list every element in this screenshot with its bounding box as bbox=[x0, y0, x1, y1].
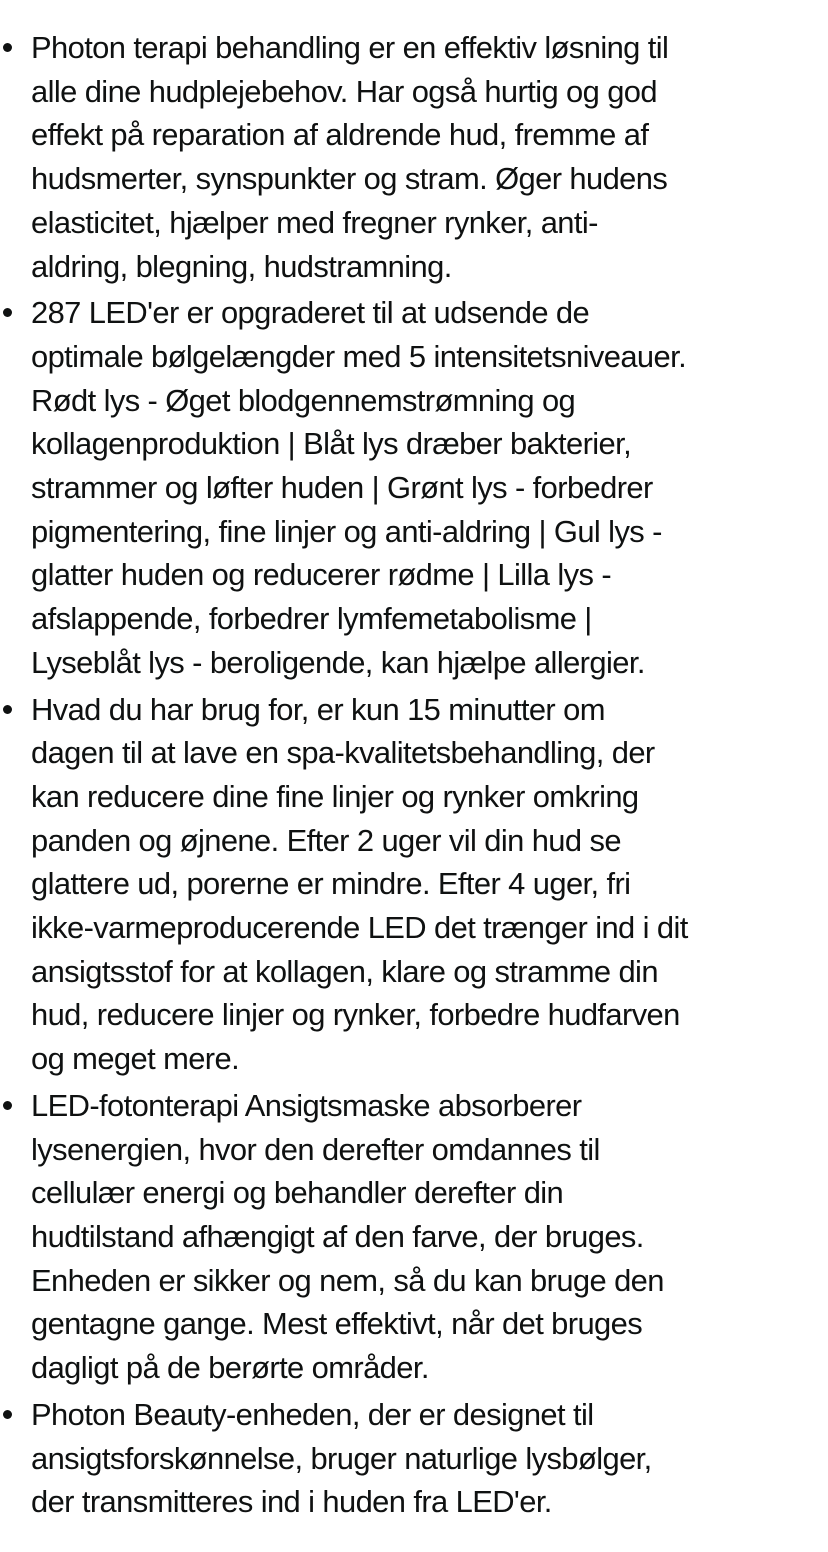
bullet-item-led-wavelengths bbox=[0, 291, 828, 684]
bullet-text-line: LED-fotonterapi Ansigtsmaske absorberer bbox=[31, 1087, 582, 1123]
bullet-text-line: hud, reducere linjer og rynker, forbedre hudfarven bbox=[31, 997, 680, 1033]
bullet-text-line: kollagenproduktion | Blåt lys dræber bakterier, bbox=[31, 426, 632, 462]
bullet-dot-icon bbox=[3, 43, 12, 52]
bullet-text-line: glattere ud, porerne er mindre. Efter 4 uger, fri bbox=[31, 866, 631, 902]
bullet-text-line: dagen til at lave en spa-kvalitetsbehandling, der bbox=[31, 735, 655, 771]
bullet-text-line: strammer og løfter huden | Grønt lys - forbedrer bbox=[31, 470, 653, 506]
bullet-dot-icon bbox=[3, 308, 12, 317]
bullet-text-line: glatter huden og reducerer rødme | Lilla lys - bbox=[31, 557, 612, 593]
bullet-text-line: effekt på reparation af aldrende hud, fremme af bbox=[31, 117, 649, 153]
bullet-item-face-mask bbox=[0, 1084, 828, 1390]
bullet-text-line: Photon terapi behandling er en effektiv løsning til bbox=[31, 30, 669, 65]
bullet-text-line: 287 LED'er er opgraderet til at udsende de bbox=[31, 295, 590, 331]
bullet-text-line: panden og øjnene. Efter 2 uger vil din hud se bbox=[31, 822, 621, 858]
bullet-text-line: og meget mere. bbox=[31, 1041, 240, 1077]
bullet-text-line: aldring, blegning, hudstramning. bbox=[31, 248, 452, 284]
bullet-dot-icon bbox=[3, 1101, 12, 1110]
bullet-text-line: Enheden er sikker og nem, så du kan bruge den bbox=[31, 1262, 664, 1298]
feature-bullet-list bbox=[0, 26, 828, 1527]
bullet-text-line: lysenergien, hvor den derefter omdannes til bbox=[31, 1131, 600, 1167]
bullet-text-line: kan reducere dine fine linjer og rynker omkring bbox=[31, 778, 639, 814]
bullet-text-line: elasticitet, hjælper med fregner rynker, anti- bbox=[31, 204, 598, 240]
bullet-text-line: Lyseblåt lys - beroligende, kan hjælpe allergier. bbox=[31, 644, 645, 680]
bullet-text-line: gentagne gange. Mest effektivt, når det bruges bbox=[31, 1306, 643, 1342]
bullet-text-line: afslappende, forbedrer lymfemetabolisme | bbox=[31, 601, 592, 637]
bullet-text-line: ansigtsforskønnelse, bruger naturlige lysbølger, bbox=[31, 1440, 652, 1476]
bullet-text-line: dagligt på de berørte områder. bbox=[31, 1350, 429, 1386]
bullet-text-line: Hvad du har brug for, er kun 15 minutter om bbox=[31, 691, 605, 727]
bullet-text-line: hudtilstand afhængigt af den farve, der bruges. bbox=[31, 1218, 644, 1254]
bullet-dot-icon bbox=[3, 705, 12, 714]
bullet-item-photon-therapy bbox=[0, 26, 828, 288]
bullet-text-line: alle dine hudplejebehov. Har også hurtig og god bbox=[31, 73, 657, 109]
bullet-text-line: Rødt lys - Øget blodgennemstrømning og bbox=[31, 382, 576, 418]
bullet-text-line: optimale bølgelængder med 5 intensitetsniveauer. bbox=[31, 338, 687, 374]
bullet-text-line: pigmentering, fine linjer og anti-aldring | Gul lys - bbox=[31, 513, 662, 549]
bullet-dot-icon bbox=[3, 1410, 12, 1419]
bullet-text-line: ikke-varmeproducerende LED det trænger ind i dit bbox=[31, 910, 688, 946]
bullet-text-line: Photon Beauty-enheden, der er designet til bbox=[31, 1396, 594, 1432]
bullet-text-line: der transmitteres ind i huden fra LED'er. bbox=[31, 1484, 552, 1520]
bullet-text-line: hudsmerter, synspunkter og stram. Øger hudens bbox=[31, 161, 668, 197]
bullet-item-beauty-device bbox=[0, 1393, 828, 1524]
bullet-text-line: cellulær energi og behandler derefter din bbox=[31, 1175, 564, 1211]
bullet-text-line: ansigtsstof for at kollagen, klare og stramme din bbox=[31, 953, 658, 989]
bullet-item-daily-usage bbox=[0, 688, 828, 1081]
